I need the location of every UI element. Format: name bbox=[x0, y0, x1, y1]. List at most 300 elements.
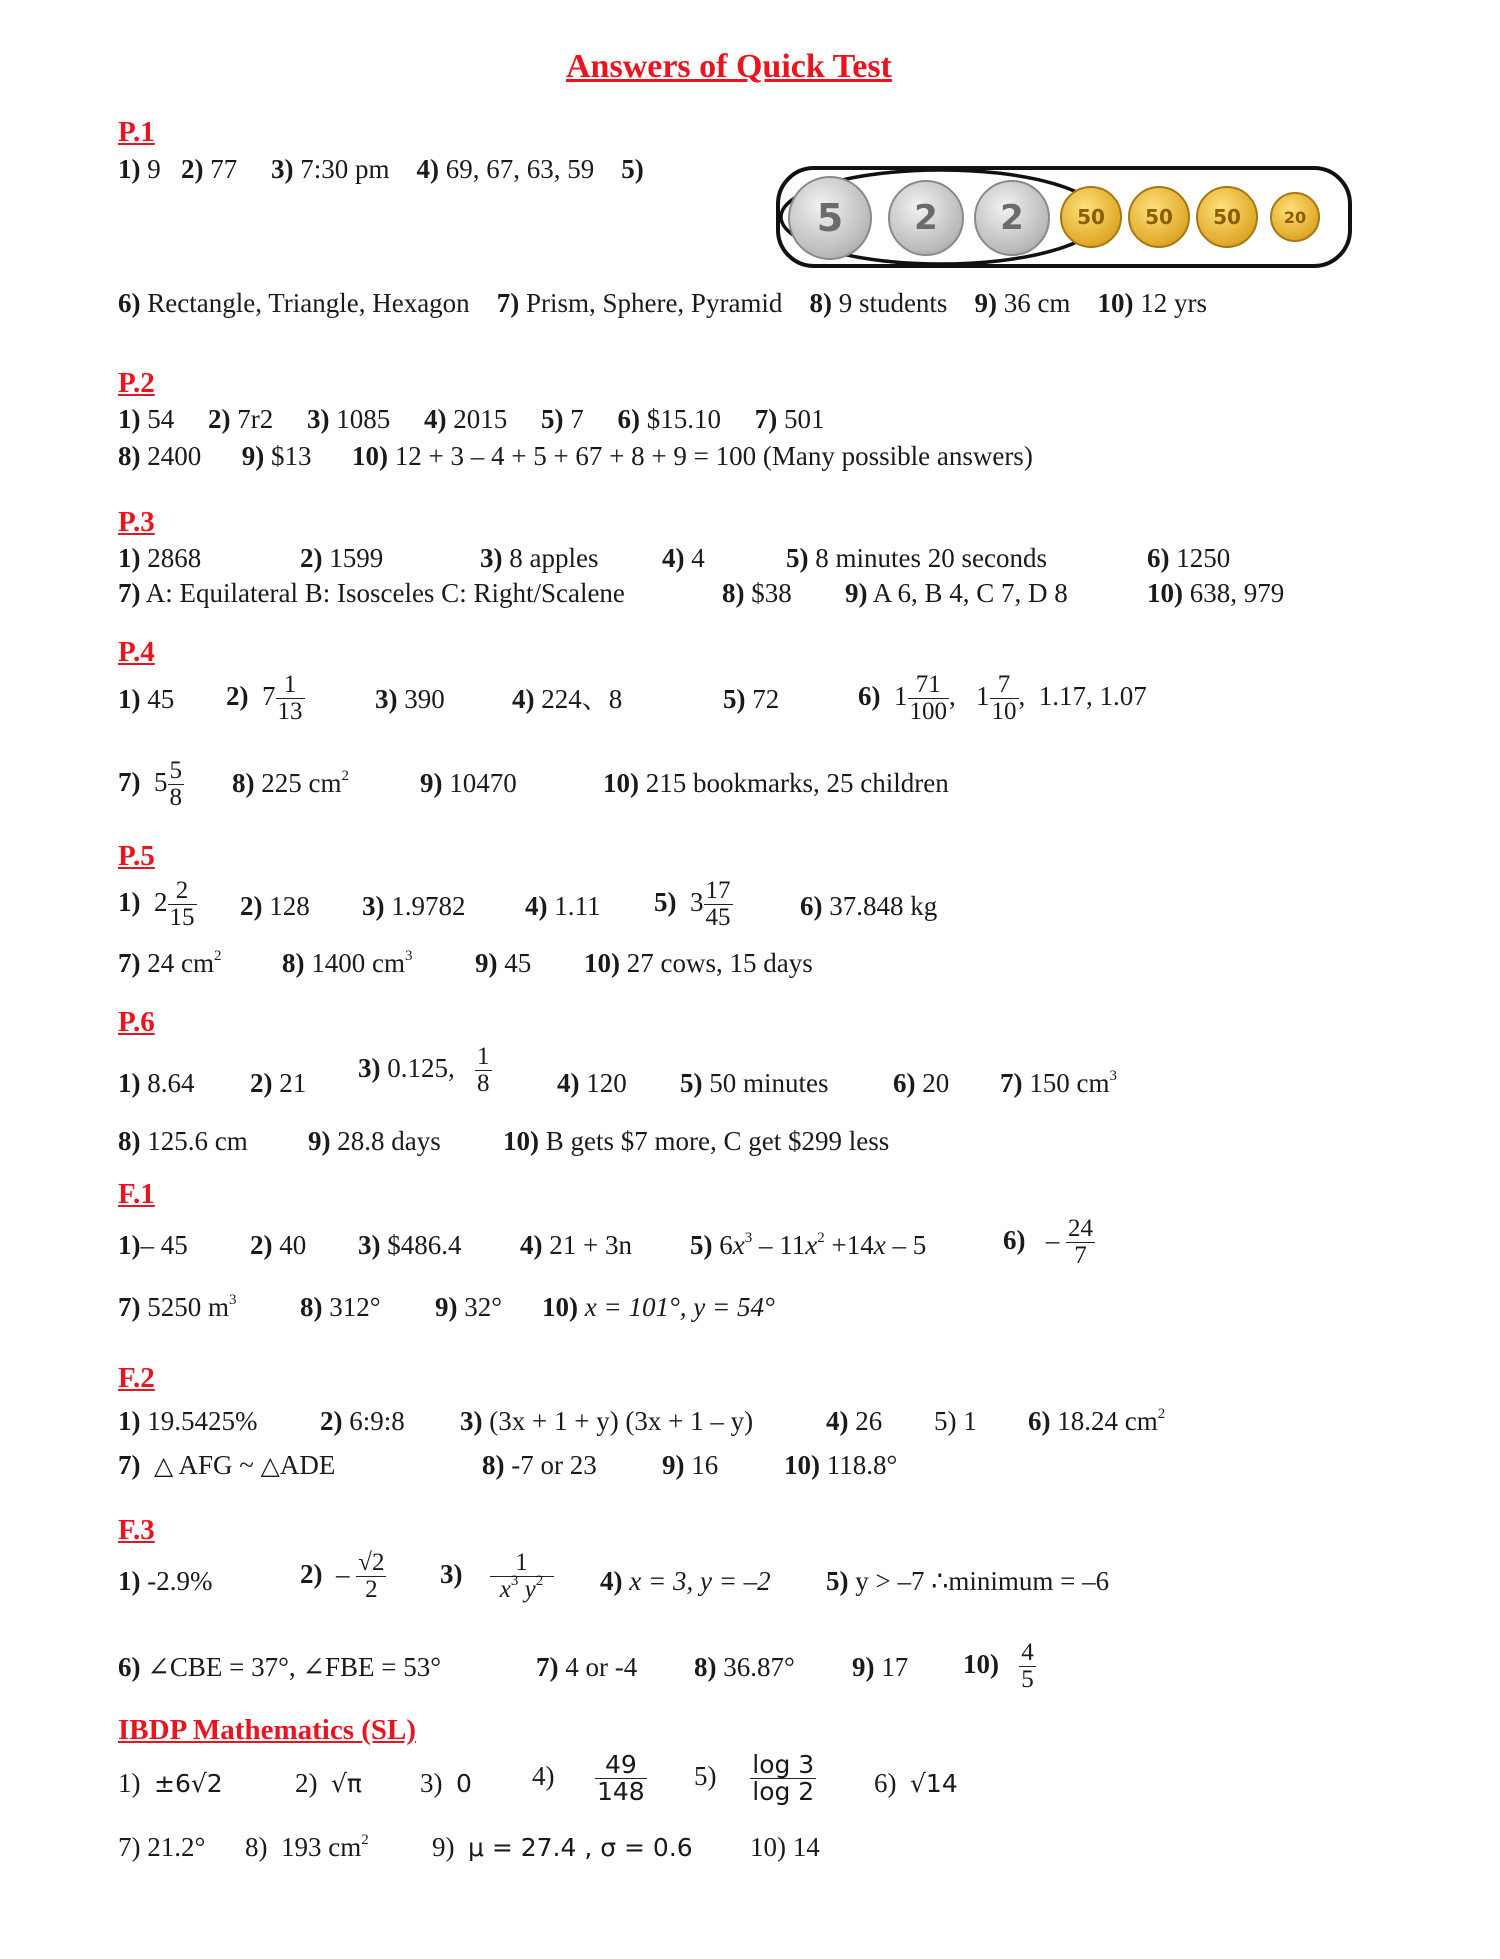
answer: 1.11 bbox=[554, 891, 601, 921]
answer: 4 or -4 bbox=[565, 1652, 638, 1682]
exponent: 2 bbox=[341, 768, 349, 784]
whole: 2 bbox=[154, 886, 168, 917]
numerator: √2 bbox=[358, 1549, 385, 1576]
p3-q8 bbox=[722, 580, 792, 607]
q-num: 7) bbox=[1000, 1068, 1023, 1098]
fraction bbox=[750, 1752, 816, 1806]
sign: – bbox=[1045, 1224, 1060, 1255]
exponent: 3 bbox=[744, 1230, 753, 1246]
page-title: Answers of Quick Test bbox=[566, 48, 892, 85]
answer: 17 bbox=[881, 1652, 909, 1682]
answer: 27 cows, 15 days bbox=[626, 948, 813, 978]
answer: 1 bbox=[963, 1406, 977, 1436]
q-num: 9) bbox=[308, 1126, 331, 1156]
answer: 118.8° bbox=[826, 1450, 898, 1480]
triangle-icon: △ bbox=[260, 1451, 280, 1480]
p4-q3 bbox=[375, 686, 445, 713]
f2-q8 bbox=[482, 1452, 597, 1479]
f3-q5 bbox=[826, 1568, 1109, 1595]
fraction bbox=[1066, 1216, 1095, 1270]
answer: AFG ~ bbox=[173, 1450, 261, 1480]
heading-p1: P.1 bbox=[118, 116, 155, 148]
q-num: 8) bbox=[118, 1126, 141, 1156]
q-num: 8) bbox=[282, 948, 305, 978]
p2-line1 bbox=[118, 406, 825, 433]
answer: 501 bbox=[784, 404, 825, 434]
p4-q6: 6) 1 $\frac{71}{100}$ , 1 $\frac{7}{10}$ , 1.17, 1.07 bbox=[858, 671, 1147, 726]
q-num: 9) bbox=[432, 1832, 455, 1862]
q-num: 4) bbox=[416, 154, 440, 184]
answer: 21.2° bbox=[147, 1832, 206, 1862]
f1-q1 bbox=[118, 1232, 188, 1259]
p6-q3 bbox=[358, 1044, 492, 1098]
p6-q9 bbox=[308, 1128, 441, 1155]
f3-q9 bbox=[852, 1654, 908, 1681]
answer: x = 3, y = –2 bbox=[629, 1566, 771, 1596]
answer: 7:30 pm bbox=[300, 154, 390, 184]
p3-q1 bbox=[118, 545, 201, 572]
q-num: 1) bbox=[118, 886, 141, 917]
fraction bbox=[168, 758, 185, 812]
constant: – 5 bbox=[885, 1230, 927, 1260]
p3-q9 bbox=[845, 580, 1068, 607]
q-num: 10) bbox=[603, 768, 639, 798]
answer: x = 101°, y = 54° bbox=[584, 1292, 775, 1322]
q-num: 7) bbox=[536, 1652, 559, 1682]
f3-q1 bbox=[118, 1568, 212, 1595]
answer: 128 bbox=[269, 891, 310, 921]
q-num: 5) bbox=[786, 543, 809, 573]
coin-50-cent: 50 bbox=[1128, 186, 1190, 248]
q-num: 2) bbox=[300, 543, 323, 573]
f1-q7 bbox=[118, 1294, 237, 1321]
answer: 69, 67, 63, 59 bbox=[445, 154, 595, 184]
numerator: 17 bbox=[705, 877, 731, 904]
answer: 225 cm bbox=[261, 768, 342, 798]
heading-p3: P.3 bbox=[118, 506, 155, 538]
q-num: 6) bbox=[118, 1652, 141, 1682]
whole: 1 bbox=[976, 680, 990, 711]
f1-q10 bbox=[542, 1294, 775, 1321]
denominator: 148 bbox=[597, 1777, 645, 1807]
answer: 215 bookmarks, 25 children bbox=[645, 768, 949, 798]
answer: 2868 bbox=[147, 543, 202, 573]
coin-2-dollar: 2 bbox=[974, 180, 1050, 256]
q-num: 10) bbox=[963, 1648, 999, 1679]
ib-q2 bbox=[295, 1770, 362, 1797]
fraction bbox=[990, 672, 1019, 726]
coin-20-cent: 20 bbox=[1270, 192, 1320, 242]
q-num: 7) bbox=[118, 1832, 141, 1862]
q-num: 5) bbox=[654, 886, 677, 917]
denominator: 8 bbox=[169, 784, 182, 812]
whole: 7 bbox=[262, 680, 276, 711]
q-num: 1) bbox=[118, 404, 141, 434]
q-num: 10) bbox=[1097, 288, 1134, 318]
q-num: 1) bbox=[118, 1230, 141, 1260]
fraction bbox=[475, 1044, 492, 1098]
f3-q8 bbox=[694, 1654, 795, 1681]
p4-q5 bbox=[723, 686, 779, 713]
q-num: 6) bbox=[893, 1068, 916, 1098]
numerator: 1 bbox=[490, 1550, 554, 1577]
fraction bbox=[276, 672, 305, 726]
denominator: 2 bbox=[365, 1576, 378, 1604]
q-num: 1) bbox=[118, 1406, 141, 1436]
p5-q3 bbox=[362, 893, 466, 920]
p6-q10 bbox=[503, 1128, 889, 1155]
heading-p2: P.2 bbox=[118, 367, 155, 399]
answer: 6:9:8 bbox=[349, 1406, 405, 1436]
answer: 9 students bbox=[838, 288, 948, 318]
answer: 50 minutes bbox=[709, 1068, 829, 1098]
p3-q5 bbox=[786, 545, 1047, 572]
p3-q10 bbox=[1147, 580, 1284, 607]
answer: ±6√2 bbox=[154, 1769, 223, 1798]
q-num: 2) bbox=[250, 1068, 273, 1098]
p3-q4 bbox=[662, 545, 705, 572]
numerator: 7 bbox=[990, 672, 1019, 699]
answer: 19.5425% bbox=[147, 1406, 258, 1436]
answer: A 6, B 4, C 7, D 8 bbox=[872, 578, 1068, 608]
answer: 36 cm bbox=[1003, 288, 1071, 318]
ib-q5 bbox=[694, 1752, 816, 1806]
q-num: 7) bbox=[118, 766, 141, 797]
q-num: 9) bbox=[662, 1450, 685, 1480]
p5-q4 bbox=[525, 893, 601, 920]
f2-q7 bbox=[118, 1452, 335, 1479]
answer: Prism, Sphere, Pyramid bbox=[525, 288, 783, 318]
p4-q10 bbox=[603, 770, 949, 797]
ib-q8 bbox=[245, 1834, 369, 1861]
fraction bbox=[704, 878, 733, 932]
ib-q4 bbox=[532, 1752, 647, 1806]
fraction bbox=[356, 1550, 386, 1604]
coin-2-dollar: 2 bbox=[888, 180, 964, 256]
numerator: 4 bbox=[1021, 1639, 1034, 1666]
q-num: 1) bbox=[118, 154, 141, 184]
sign: – bbox=[336, 1558, 350, 1589]
q-num: 6) bbox=[1028, 1406, 1051, 1436]
q-num: 9) bbox=[241, 441, 265, 471]
ib-q10 bbox=[750, 1834, 820, 1861]
q-num: 4) bbox=[512, 684, 535, 714]
p4-q9 bbox=[420, 770, 517, 797]
denominator: 13 bbox=[277, 698, 303, 726]
answer: B gets $7 more, C get $299 less bbox=[545, 1126, 890, 1156]
q-num: 9) bbox=[420, 768, 443, 798]
denominator: 15 bbox=[169, 904, 195, 932]
answer: – 45 bbox=[140, 1230, 188, 1260]
numerator: 71 bbox=[908, 672, 950, 699]
p2-line2 bbox=[118, 443, 1033, 470]
answer: 390 bbox=[404, 684, 445, 714]
answer: μ = 27.4 , σ = 0.6 bbox=[468, 1833, 693, 1862]
answer: 4 bbox=[691, 543, 705, 573]
q-num: 1) bbox=[118, 1566, 141, 1596]
q-num: 10) bbox=[352, 441, 388, 471]
answer: $486.4 bbox=[387, 1230, 462, 1260]
q-num: 3) bbox=[375, 684, 398, 714]
answer: (3x + 1 + y) (3x + 1 – y) bbox=[489, 1406, 754, 1436]
f1-q2 bbox=[250, 1232, 306, 1259]
q-num: 4) bbox=[600, 1566, 623, 1596]
q-num: 2) bbox=[181, 154, 204, 184]
exponent: 3 bbox=[510, 1573, 519, 1590]
coefficient: – 11 bbox=[752, 1230, 806, 1260]
f3-q6 bbox=[118, 1654, 441, 1681]
denominator: 10 bbox=[991, 698, 1017, 726]
ib-q1 bbox=[118, 1770, 223, 1797]
variable: y bbox=[524, 1576, 536, 1604]
denominator: 7 bbox=[1074, 1242, 1087, 1270]
q-num: 5) bbox=[723, 684, 746, 714]
f1-q9 bbox=[435, 1294, 502, 1321]
answer: 72 bbox=[752, 684, 780, 714]
answer: 12 + 3 – 4 + 5 + 67 + 8 + 9 = 100 (Many possible answers) bbox=[394, 441, 1033, 471]
ib-q6 bbox=[874, 1770, 958, 1797]
p5-q5 bbox=[654, 878, 733, 932]
answer: 36.87° bbox=[723, 1652, 795, 1682]
answer: ADE bbox=[279, 1450, 336, 1480]
p6-q8 bbox=[118, 1128, 248, 1155]
answer: 9 bbox=[147, 154, 161, 184]
f2-q10 bbox=[784, 1452, 897, 1479]
f1-q3 bbox=[358, 1232, 462, 1259]
coin-5-dollar: 5 bbox=[788, 176, 872, 260]
exponent: 2 bbox=[361, 1832, 369, 1848]
answer: Rectangle, Triangle, Hexagon bbox=[147, 288, 470, 318]
fraction bbox=[168, 878, 197, 932]
answer: 28.8 days bbox=[337, 1126, 441, 1156]
q-num: 10) bbox=[503, 1126, 539, 1156]
variable: x bbox=[499, 1576, 511, 1604]
q-num: 4) bbox=[424, 404, 447, 434]
f2-q1 bbox=[118, 1408, 258, 1435]
q-num: 3) bbox=[420, 1768, 443, 1798]
p6-q7 bbox=[1000, 1070, 1117, 1097]
answer: 224、8 bbox=[541, 684, 623, 714]
p4-q7 bbox=[118, 758, 184, 812]
f3-q3 bbox=[440, 1550, 554, 1604]
numerator: log 3 bbox=[752, 1750, 815, 1779]
q-num: 5) bbox=[690, 1230, 713, 1260]
fraction bbox=[490, 1550, 554, 1604]
q-num: 3) bbox=[358, 1230, 381, 1260]
p5-q9 bbox=[475, 950, 531, 977]
coin-50-cent: 50 bbox=[1060, 186, 1122, 248]
fraction bbox=[908, 672, 950, 726]
q-num: 3) bbox=[358, 1052, 381, 1083]
answer: 10470 bbox=[449, 768, 517, 798]
heading-p5: P.5 bbox=[118, 840, 155, 872]
whole: 3 bbox=[690, 886, 704, 917]
q-num: 6) bbox=[874, 1768, 897, 1798]
denominator: log 2 bbox=[752, 1777, 815, 1807]
exponent: 2 bbox=[817, 1230, 825, 1246]
answer: 1599 bbox=[329, 543, 384, 573]
q-num: 5) bbox=[826, 1566, 849, 1596]
answer: 21 + 3n bbox=[549, 1230, 632, 1260]
answer: 125.6 cm bbox=[147, 1126, 248, 1156]
answer: 54 bbox=[147, 404, 175, 434]
heading-p6: P.6 bbox=[118, 1006, 155, 1038]
p5-q10 bbox=[584, 950, 813, 977]
q-num: 8) bbox=[118, 441, 141, 471]
p5-q8 bbox=[282, 950, 413, 977]
f3-q10 bbox=[963, 1640, 1036, 1694]
f1-q6 bbox=[1003, 1216, 1095, 1270]
q-num: 7) bbox=[754, 404, 778, 434]
numerator: 2 bbox=[168, 878, 197, 905]
answer: 638, 979 bbox=[1189, 578, 1285, 608]
q-num: 10) bbox=[1147, 578, 1183, 608]
q-num: 9) bbox=[845, 578, 868, 608]
answer: 193 cm bbox=[281, 1832, 362, 1862]
exponent: 3 bbox=[1109, 1068, 1117, 1084]
q-num: 4) bbox=[826, 1406, 849, 1436]
variable: x bbox=[805, 1230, 818, 1260]
q-num: 3) bbox=[460, 1406, 483, 1436]
answer: $13 bbox=[271, 441, 312, 471]
ib-q7 bbox=[118, 1834, 205, 1861]
exponent: 3 bbox=[229, 1292, 237, 1308]
f2-q5 bbox=[934, 1408, 977, 1435]
p6-q1 bbox=[118, 1070, 195, 1097]
heading-ibdp: IBDP Mathematics (SL) bbox=[118, 1714, 417, 1746]
q-num: 3) bbox=[362, 891, 385, 921]
answer: ∠CBE = 37°, ∠FBE = 53° bbox=[147, 1652, 442, 1682]
coefficient: 6 bbox=[719, 1230, 733, 1260]
answer: 2015 bbox=[453, 404, 508, 434]
q-num: 7) bbox=[118, 1450, 141, 1480]
p6-q5 bbox=[680, 1070, 829, 1097]
q-num: 2) bbox=[250, 1230, 273, 1260]
q-num: 4) bbox=[662, 543, 685, 573]
answer: 77 bbox=[210, 154, 238, 184]
answer: -2.9% bbox=[147, 1566, 213, 1596]
numerator: 5 bbox=[169, 757, 182, 784]
q-num: 10) bbox=[584, 948, 620, 978]
answer: A: Equilateral B: Isosceles C: Right/Scalene bbox=[145, 578, 625, 608]
q-num: 4) bbox=[532, 1760, 555, 1791]
q-num: 9) bbox=[435, 1292, 458, 1322]
answer: 0.125, bbox=[387, 1052, 455, 1083]
answer: 150 cm bbox=[1029, 1068, 1110, 1098]
numerator: 24 bbox=[1068, 1215, 1093, 1242]
denominator: 45 bbox=[705, 904, 731, 932]
q-num: 4) bbox=[557, 1068, 580, 1098]
q-num: 5) bbox=[934, 1406, 957, 1436]
f2-q3 bbox=[460, 1408, 753, 1435]
q-num: 8) bbox=[232, 768, 255, 798]
p6-q6 bbox=[893, 1070, 949, 1097]
numerator: 1 bbox=[276, 672, 305, 699]
f1-q4 bbox=[520, 1232, 632, 1259]
answer: 8 apples bbox=[509, 543, 599, 573]
answer: 37.848 kg bbox=[829, 891, 938, 921]
p4-q2 bbox=[226, 672, 305, 726]
coefficient: +14 bbox=[824, 1230, 874, 1260]
q-num: 7) bbox=[118, 1292, 141, 1322]
q-num: 1) bbox=[118, 543, 141, 573]
denominator: 8 bbox=[477, 1070, 490, 1098]
q-num: 6) bbox=[1003, 1224, 1026, 1255]
ib-q9 bbox=[432, 1834, 693, 1861]
ib-q3 bbox=[420, 1770, 472, 1797]
q-num: 1) bbox=[118, 1768, 141, 1798]
answer: $15.10 bbox=[646, 404, 721, 434]
q-num: 6) bbox=[617, 404, 640, 434]
answer: 8.64 bbox=[147, 1068, 195, 1098]
variable: x bbox=[732, 1230, 745, 1260]
q-num: 5) bbox=[621, 154, 644, 184]
answer: 1.17, 1.07 bbox=[1038, 680, 1147, 711]
whole: 5 bbox=[154, 766, 168, 797]
heading-f2: F.2 bbox=[118, 1362, 155, 1394]
p5-q6 bbox=[800, 893, 937, 920]
answer: 16 bbox=[691, 1450, 719, 1480]
q-num: 3) bbox=[271, 154, 294, 184]
answer: 1.9782 bbox=[391, 891, 466, 921]
q-num: 6) bbox=[118, 288, 141, 318]
exponent: 2 bbox=[1157, 1406, 1166, 1422]
answer: -7 or 23 bbox=[511, 1450, 597, 1480]
f2-q9 bbox=[662, 1452, 718, 1479]
answer: 24 cm bbox=[147, 948, 214, 978]
q-num: 5) bbox=[680, 1068, 703, 1098]
answer: √14 bbox=[910, 1769, 958, 1798]
exponent: 2 bbox=[214, 948, 222, 964]
q-num: 3) bbox=[440, 1558, 463, 1589]
q-num: 10) bbox=[784, 1450, 820, 1480]
answer: 8 minutes 20 seconds bbox=[815, 543, 1047, 573]
q-num: 3) bbox=[307, 404, 330, 434]
heading-f1: F.1 bbox=[118, 1178, 155, 1210]
heading-p4: P.4 bbox=[118, 636, 155, 668]
q-num: 10) bbox=[542, 1292, 578, 1322]
p4-q4 bbox=[512, 686, 622, 713]
q-num: 2) bbox=[320, 1406, 343, 1436]
q-num: 2) bbox=[300, 1558, 323, 1589]
answer: 1400 cm bbox=[311, 948, 405, 978]
denominator: 5 bbox=[1021, 1666, 1034, 1694]
answer: 26 bbox=[855, 1406, 883, 1436]
q-num: 6) bbox=[858, 680, 881, 711]
q-num: 4) bbox=[520, 1230, 543, 1260]
q-num: 6) bbox=[1147, 543, 1170, 573]
answer: 12 yrs bbox=[1140, 288, 1207, 318]
answer: 1085 bbox=[336, 404, 391, 434]
q-num: 6) bbox=[800, 891, 823, 921]
f3-q7 bbox=[536, 1654, 637, 1681]
denominator bbox=[490, 1573, 554, 1604]
numerator: 49 bbox=[595, 1752, 647, 1779]
q-num: 7) bbox=[118, 948, 141, 978]
q-num: 7) bbox=[118, 578, 141, 608]
answer: 7 bbox=[570, 404, 584, 434]
q-num: 2) bbox=[240, 891, 263, 921]
q-num: 3) bbox=[480, 543, 503, 573]
answer: 0 bbox=[456, 1769, 472, 1798]
answer: 21 bbox=[279, 1068, 307, 1098]
p3-q7 bbox=[118, 580, 625, 607]
answer: y > –7 ∴minimum = –6 bbox=[855, 1566, 1110, 1596]
p3-q3 bbox=[480, 545, 598, 572]
q-num: 8) bbox=[694, 1652, 717, 1682]
variable: x bbox=[873, 1230, 886, 1260]
f2-q6 bbox=[1028, 1408, 1165, 1435]
